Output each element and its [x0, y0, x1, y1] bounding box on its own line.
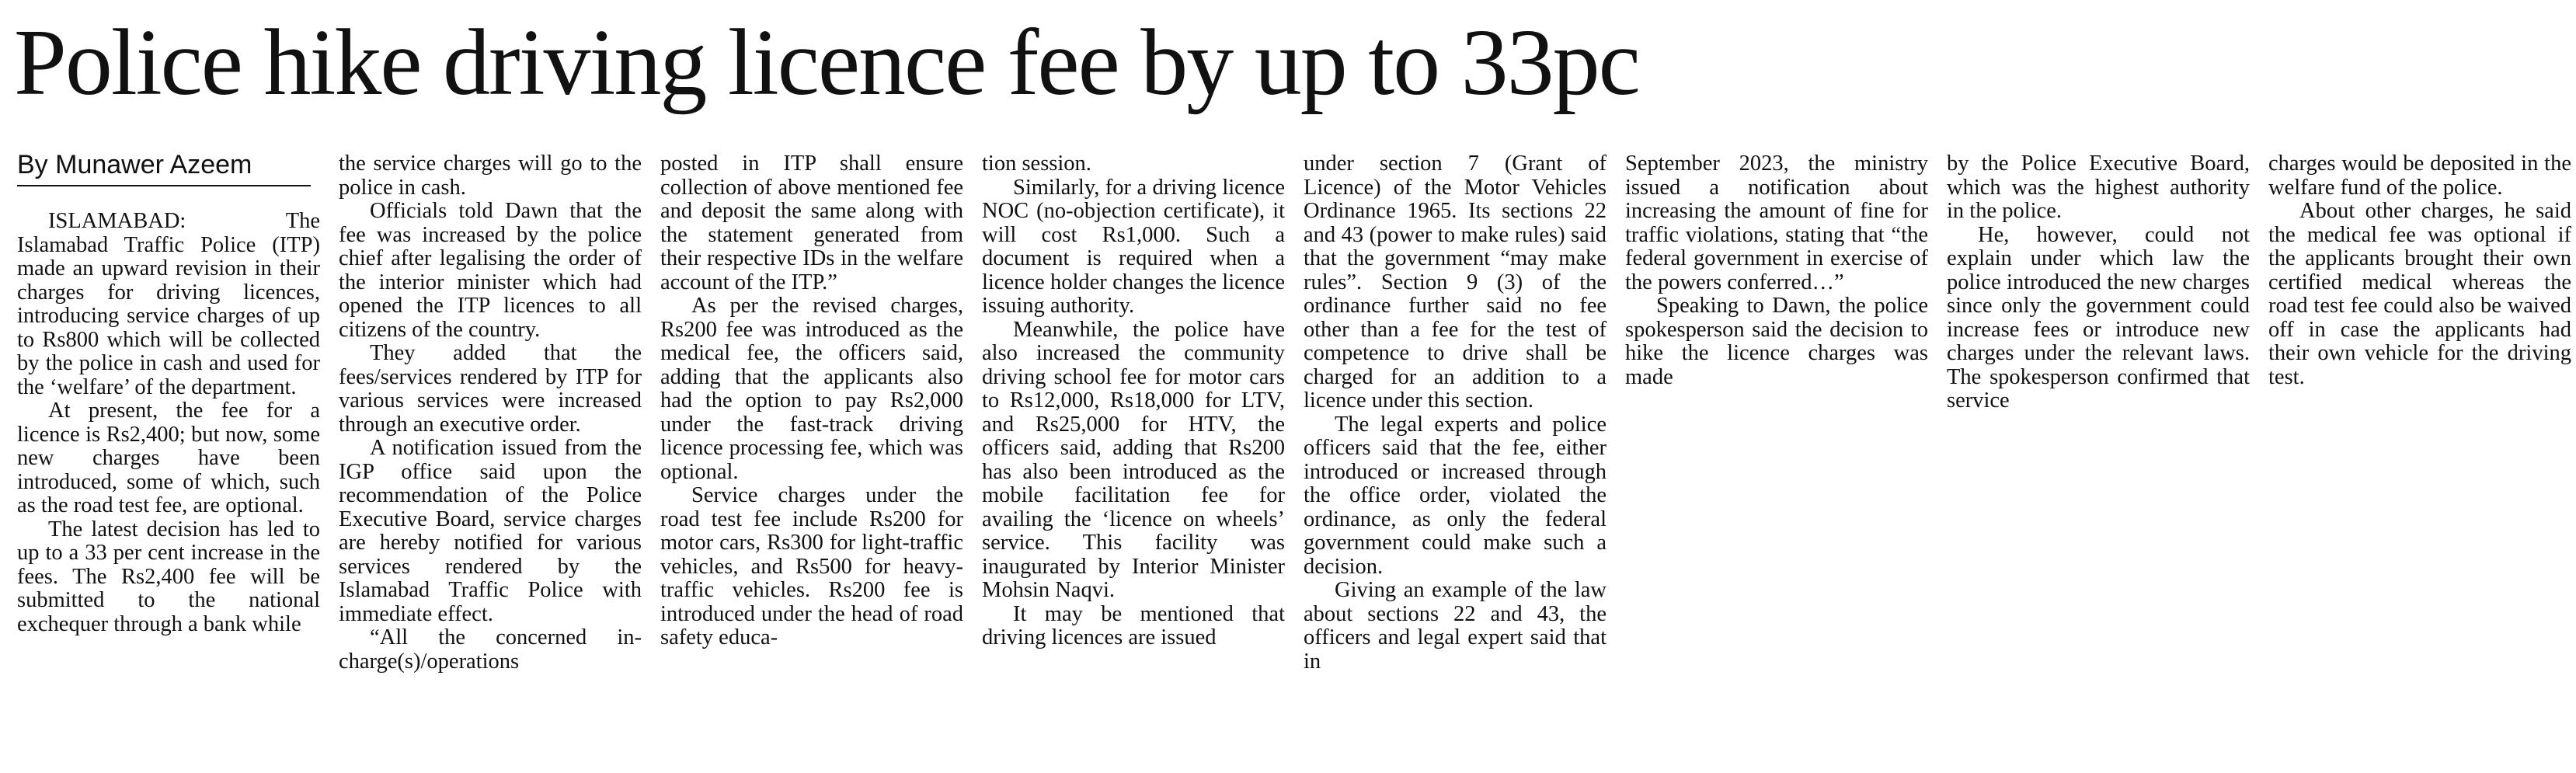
paragraph: ISLAMABAD: The Islamabad Traffic Police (ITP) made an upward revision in their charges for driving licences, introducing service charges of up to Rs800 which will be collected by the police in cash and used for the ‘welfare’ of the department. — [17, 210, 320, 399]
paragraph: As per the revised charges, Rs200 fee was introduced as the medical fee, the officers said, adding that the applicants also had the option to pay Rs2,000 under the fast-track driving licence processing fee, which was optional. — [660, 294, 963, 484]
paragraph: Speaking to Dawn, the police spokesperson said the decision to hike the licence charges was made — [1625, 294, 1928, 389]
article-column-1 — [17, 210, 320, 766]
paragraph: by the Police Executive Board, which was the highest authority in the police. — [1947, 152, 2250, 223]
paragraph: Officials told Dawn that the fee was increased by the police chief after legalising the order of the interior minister which had opened the ITP licences to all citizens of the country. — [339, 199, 642, 342]
paragraph: It may be mentioned that driving licences are issued — [982, 601, 1285, 649]
byline: By Munawer Azeem — [17, 150, 252, 179]
headline: Police hike driving licence fee by up to 33pc — [14, 10, 1639, 115]
article-column-7 — [1947, 152, 2250, 766]
article-column-2 — [339, 152, 642, 766]
paragraph: “All the concerned in-charge(s)/operations — [339, 625, 642, 674]
article-column-8 — [2268, 152, 2571, 766]
paragraph: tion session. — [982, 152, 1091, 176]
paragraph: charges would be deposited in the welfare fund of the police. — [2268, 152, 2571, 200]
paragraph: They added that the fees/services rendered by ITP for various services were increased through an executive order. — [339, 341, 642, 437]
paragraph: the service charges will go to the police in cash. — [339, 152, 642, 200]
paragraph: Similarly, for a driving licence NOC (no-objection certificate), it will cost Rs1,000. Such a document is required when a licence holder changes the licence issuing authority. — [982, 175, 1285, 318]
article-column-6 — [1625, 152, 1928, 766]
byline-block — [17, 149, 320, 186]
paragraph: At present, the fee for a licence is Rs2,400; but now, some new charges have been introduced, some of which, such as the road test fee, are optional. — [17, 399, 320, 517]
paragraph: posted in ITP shall ensure collection of above mentioned fee and deposit the same along with the statement generated from their respective IDs in the welfare account of the ITP.” — [660, 152, 963, 294]
paragraph: About other charges, he said the medical fee was optional if the applicants brought their own certified medical whereas the road test fee could also be waived off in case the applicants had their own vehicle for the driving test. — [2268, 199, 2571, 389]
paragraph: September 2023, the ministry issued a notification about increasing the amount of fine for traffic violations, stating that “the federal government in exercise of the powers conferred…” — [1625, 152, 1928, 294]
article-column-4 — [982, 152, 1285, 766]
paragraph: A notification issued from the IGP office said upon the recommendation of the Police Executive Board, service charges are hereby notified for various services rendered by the Islamabad Traffic Police with immediate effect. — [339, 436, 642, 626]
paragraph: The legal experts and police officers said that the fee, either introduced or increased through the office order, violated the ordinance, as only the federal government could make such a decision. — [1304, 412, 1607, 579]
paragraph: Service charges under the road test fee include Rs200 for motor cars, Rs300 for light-traffic vehicles, and Rs500 for heavy-traffic vehicles. Rs200 fee is introduced under the head of road safety educa- — [660, 483, 963, 649]
paragraph: under section 7 (Grant of Licence) of the Motor Vehicles Ordinance 1965. Its sections 22 and 43 (power to make rules) said that the government “may make rules”. Section 9 (3) of the ordinance further said no fee other than a fee for the test of competence to drive shall be charged for an addition to a licence under this section. — [1304, 152, 1607, 413]
paragraph: The latest decision has led to up to a 33 per cent increase in the fees. The Rs2,400 fee will be submitted to the national exchequer through a bank while — [17, 517, 320, 636]
paragraph: He, however, could not explain under which law the police introduced the new charges since only the government could increase fees or introduce new charges under the relevant laws. The spokesperson confirmed that service — [1947, 222, 2250, 413]
article-column-5 — [1304, 152, 1607, 766]
byline-rule — [17, 185, 311, 186]
paragraph: Giving an example of the law about sections 22 and 43, the officers and legal expert said that in — [1304, 578, 1607, 674]
paragraph: Meanwhile, the police have also increased the community driving school fee for motor cars to Rs12,000, Rs18,000 for LTV, and Rs25,000 for HTV, the officers said, adding that Rs200 has also been introduced as the mobile facilitation fee for availing the ‘licence on wheels’ service. This facility was inaugurated by Interior Minister Mohsin Naqvi. — [982, 317, 1285, 602]
article-column-3 — [660, 152, 963, 766]
